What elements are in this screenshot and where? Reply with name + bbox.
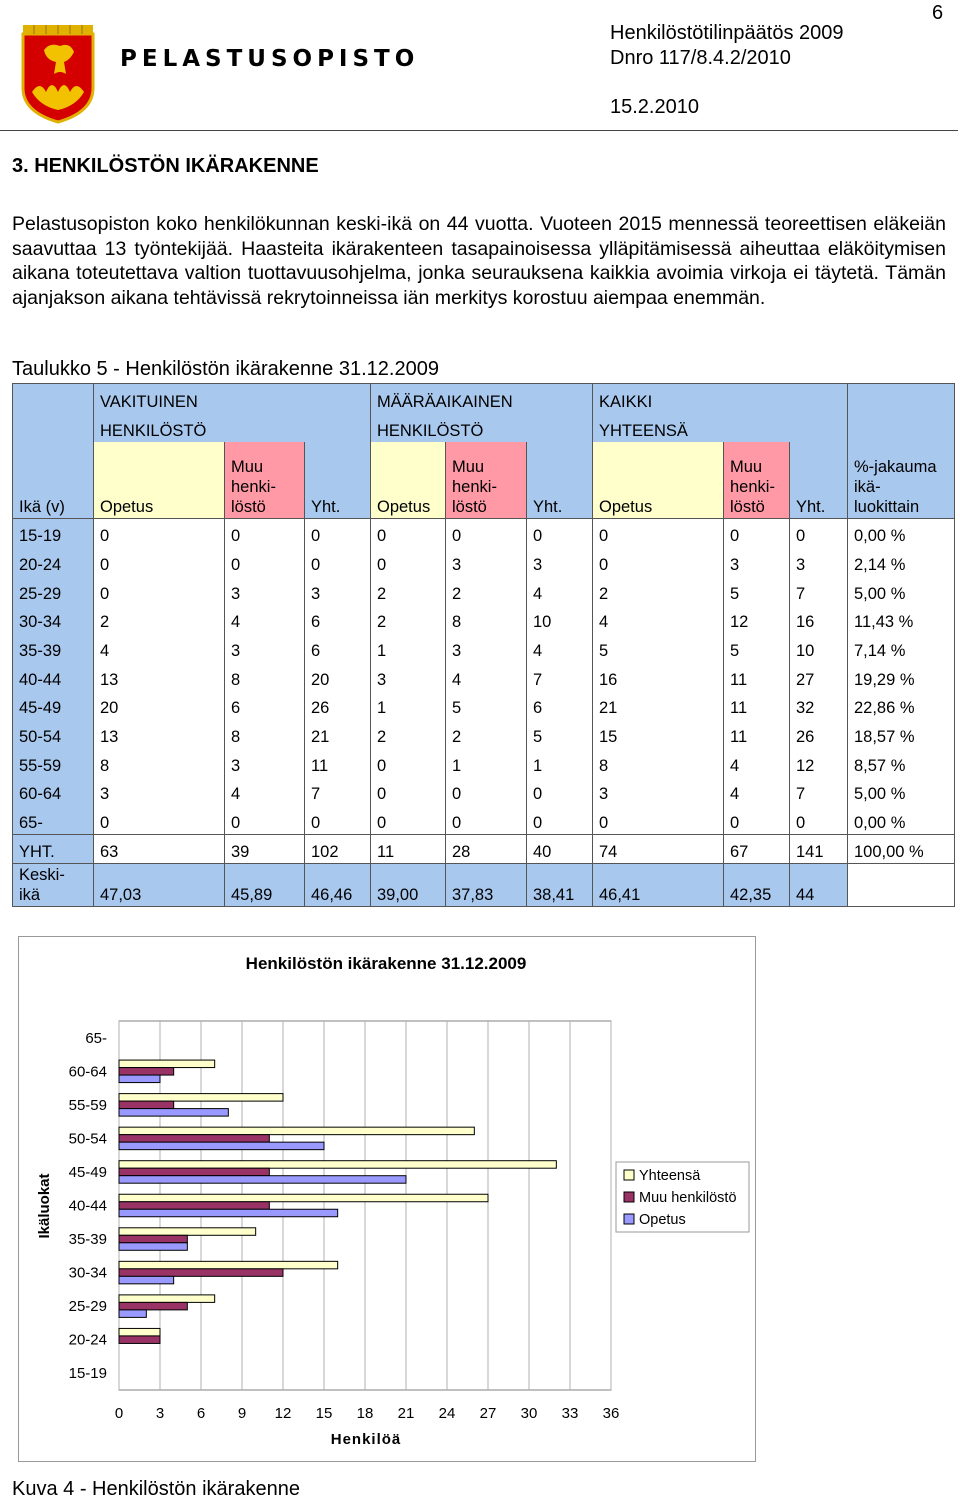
bar-muu-henkilöstö-25-29 xyxy=(119,1302,187,1310)
doc-title: Henkilöstötilinpäätös 2009 xyxy=(610,22,844,44)
bar-muu-henkilöstö-40-44 xyxy=(119,1202,269,1210)
cell-k-yht: 10 xyxy=(790,633,848,662)
cell-v-yht: 3 xyxy=(305,576,371,605)
total-v-op: 63 xyxy=(94,834,225,863)
cell-k-yht: 12 xyxy=(790,748,848,777)
cell-k-op: 5 xyxy=(593,633,724,662)
org-name: PELASTUSOPISTO xyxy=(120,46,420,72)
cell-pct: 0,00 % xyxy=(848,519,955,548)
cell-v-yht: 26 xyxy=(305,691,371,720)
cell-m-muu: 2 xyxy=(446,719,527,748)
cell-k-muu: 4 xyxy=(724,777,790,806)
cell-v-muu: 0 xyxy=(225,805,305,834)
bar-opetus-55-59 xyxy=(119,1109,228,1117)
bar-muu-henkilöstö-60-64 xyxy=(119,1068,174,1076)
cell-v-op: 13 xyxy=(94,719,225,748)
table-row xyxy=(13,748,955,777)
cell-k-muu: 0 xyxy=(724,519,790,548)
group-maaraaikainen-line2: HENKILÖSTÖ xyxy=(371,413,527,442)
col-header-age: Ikä (v) xyxy=(13,442,94,519)
table-row xyxy=(13,633,955,662)
y-tick-label: 30-34 xyxy=(68,1264,107,1282)
x-tick-label: 36 xyxy=(602,1405,620,1422)
cell-pct: 5,00 % xyxy=(848,777,955,806)
bar-opetus-45-49 xyxy=(119,1176,406,1184)
x-tick-label: 15 xyxy=(315,1405,333,1422)
legend-swatch xyxy=(624,1192,634,1202)
cell-m-muu: 8 xyxy=(446,605,527,634)
cell-v-muu: 0 xyxy=(225,519,305,548)
cell-v-op: 0 xyxy=(94,547,225,576)
cell-pct: 2,14 % xyxy=(848,547,955,576)
chart-title: Henkilöstön ikärakenne 31.12.2009 xyxy=(245,954,527,973)
table-row xyxy=(13,519,955,548)
cell-v-op: 4 xyxy=(94,633,225,662)
cell-v-muu: 6 xyxy=(225,691,305,720)
bar-muu-henkilöstö-20-24 xyxy=(119,1336,160,1344)
total-m-yht: 40 xyxy=(527,834,593,863)
cell-m-yht: 1 xyxy=(527,748,593,777)
bar-muu-henkilöstö-30-34 xyxy=(119,1269,283,1277)
cell-m-yht: 4 xyxy=(527,633,593,662)
cell-v-op: 13 xyxy=(94,662,225,691)
col-header-yht-k: Yht. xyxy=(790,442,848,519)
cell-v-op: 2 xyxy=(94,605,225,634)
bar-muu-henkilöstö-50-54 xyxy=(119,1135,269,1143)
cell-k-muu: 3 xyxy=(724,547,790,576)
cell-m-muu: 1 xyxy=(446,748,527,777)
cell-m-op: 1 xyxy=(371,691,446,720)
bar-yhteensä-40-44 xyxy=(119,1194,488,1202)
cell-k-op: 0 xyxy=(593,547,724,576)
y-tick-label: 55-59 xyxy=(68,1096,107,1114)
cell-k-muu: 4 xyxy=(724,748,790,777)
x-tick-label: 33 xyxy=(561,1405,579,1422)
cell-k-op: 21 xyxy=(593,691,724,720)
table-caption: Taulukko 5 - Henkilöstön ikärakenne 31.12.2009 xyxy=(12,358,439,380)
cell-v-muu: 8 xyxy=(225,719,305,748)
cell-v-yht: 20 xyxy=(305,662,371,691)
cell-k-yht: 32 xyxy=(790,691,848,720)
group-maaraaikainen-line1: MÄÄRÄAIKAINEN xyxy=(371,384,527,413)
cell-age: 15-19 xyxy=(13,519,94,548)
legend-label: Yhteensä xyxy=(639,1168,701,1184)
cell-m-muu: 0 xyxy=(446,777,527,806)
section-title: 3. HENKILÖSTÖN IKÄRAKENNE xyxy=(12,155,319,177)
cell-age: 20-24 xyxy=(13,547,94,576)
cell-v-muu: 3 xyxy=(225,633,305,662)
col-header-pct: %-jakauma ikä- luokittain xyxy=(848,442,955,519)
avg-v-op: 47,03 xyxy=(94,863,225,906)
bar-yhteensä-60-64 xyxy=(119,1060,215,1067)
cell-age: 35-39 xyxy=(13,633,94,662)
avg-m-muu: 37,83 xyxy=(446,863,527,906)
x-tick-label: 24 xyxy=(438,1405,456,1422)
total-label: YHT. xyxy=(13,834,94,863)
legend-label: Opetus xyxy=(639,1212,686,1228)
header-divider xyxy=(0,130,958,131)
cell-pct: 0,00 % xyxy=(848,805,955,834)
bar-opetus-60-64 xyxy=(119,1075,160,1083)
y-tick-label: 65- xyxy=(85,1029,107,1047)
cell-k-op: 3 xyxy=(593,777,724,806)
cell-m-muu: 3 xyxy=(446,633,527,662)
cell-m-op: 0 xyxy=(371,777,446,806)
avg-k-op: 46,41 xyxy=(593,863,724,906)
col-header-yht-m: Yht. xyxy=(527,442,593,519)
x-tick-label: 18 xyxy=(356,1405,374,1422)
cell-m-muu: 0 xyxy=(446,519,527,548)
cell-age: 50-54 xyxy=(13,719,94,748)
bar-muu-henkilöstö-35-39 xyxy=(119,1235,187,1243)
group-vakituinen-line1: VAKITUINEN xyxy=(94,384,305,413)
y-tick-label: 35-39 xyxy=(68,1231,107,1249)
cell-m-yht: 3 xyxy=(527,547,593,576)
cell-v-yht: 0 xyxy=(305,519,371,548)
cell-k-op: 0 xyxy=(593,519,724,548)
cell-age: 60-64 xyxy=(13,777,94,806)
cell-m-yht: 0 xyxy=(527,777,593,806)
legend-label: Muu henkilöstö xyxy=(639,1190,737,1206)
cell-k-yht: 0 xyxy=(790,805,848,834)
avg-k-muu: 42,35 xyxy=(724,863,790,906)
cell-age: 45-49 xyxy=(13,691,94,720)
bar-opetus-30-34 xyxy=(119,1276,174,1284)
cell-m-yht: 6 xyxy=(527,691,593,720)
cell-v-op: 0 xyxy=(94,576,225,605)
cell-m-yht: 0 xyxy=(527,805,593,834)
crest-logo-icon xyxy=(20,22,96,124)
y-tick-label: 15-19 xyxy=(68,1365,107,1383)
bar-muu-henkilöstö-45-49 xyxy=(119,1168,269,1176)
avg-m-yht: 38,41 xyxy=(527,863,593,906)
figure-caption: Kuva 4 - Henkilöstön ikärakenne xyxy=(12,1478,300,1500)
cell-v-yht: 0 xyxy=(305,805,371,834)
bar-opetus-40-44 xyxy=(119,1209,338,1217)
bar-yhteensä-50-54 xyxy=(119,1127,474,1135)
cell-m-yht: 0 xyxy=(527,519,593,548)
bar-yhteensä-20-24 xyxy=(119,1328,160,1336)
table-row xyxy=(13,777,955,806)
bar-opetus-25-29 xyxy=(119,1310,146,1318)
total-m-op: 11 xyxy=(371,834,446,863)
cell-m-muu: 2 xyxy=(446,576,527,605)
cell-m-op: 3 xyxy=(371,662,446,691)
cell-m-op: 2 xyxy=(371,719,446,748)
bar-yhteensä-45-49 xyxy=(119,1161,556,1169)
cell-v-yht: 6 xyxy=(305,633,371,662)
x-tick-label: 9 xyxy=(237,1405,247,1422)
cell-age: 25-29 xyxy=(13,576,94,605)
x-tick-label: 27 xyxy=(479,1405,497,1422)
cell-v-op: 3 xyxy=(94,777,225,806)
cell-m-op: 0 xyxy=(371,748,446,777)
x-tick-label: 21 xyxy=(397,1405,415,1422)
cell-k-yht: 7 xyxy=(790,777,848,806)
cell-k-yht: 16 xyxy=(790,605,848,634)
cell-k-muu: 11 xyxy=(724,662,790,691)
table-row xyxy=(13,605,955,634)
cell-pct: 22,86 % xyxy=(848,691,955,720)
doc-ref: Dnro 117/8.4.2/2010 xyxy=(610,47,791,69)
y-tick-label: 20-24 xyxy=(68,1331,107,1349)
cell-age: 30-34 xyxy=(13,605,94,634)
col-header-muu-k: Muu henki- löstö xyxy=(724,442,790,519)
cell-m-muu: 3 xyxy=(446,547,527,576)
y-tick-label: 45-49 xyxy=(68,1163,107,1181)
group-vakituinen-line2: HENKILÖSTÖ xyxy=(94,413,305,442)
total-v-muu: 39 xyxy=(225,834,305,863)
cell-v-yht: 21 xyxy=(305,719,371,748)
cell-age: 40-44 xyxy=(13,662,94,691)
cell-m-op: 1 xyxy=(371,633,446,662)
cell-v-op: 20 xyxy=(94,691,225,720)
cell-v-op: 0 xyxy=(94,805,225,834)
cell-k-op: 15 xyxy=(593,719,724,748)
x-tick-label: 30 xyxy=(520,1405,538,1422)
cell-k-yht: 3 xyxy=(790,547,848,576)
table-row xyxy=(13,547,955,576)
cell-m-op: 0 xyxy=(371,805,446,834)
cell-pct: 19,29 % xyxy=(848,662,955,691)
cell-k-muu: 12 xyxy=(724,605,790,634)
cell-age: 65- xyxy=(13,805,94,834)
avg-label: Keski- ikä xyxy=(13,863,94,906)
bar-opetus-35-39 xyxy=(119,1243,187,1251)
cell-m-muu: 5 xyxy=(446,691,527,720)
table-row xyxy=(13,662,955,691)
bar-yhteensä-55-59 xyxy=(119,1094,283,1102)
legend-swatch xyxy=(624,1170,634,1180)
bar-yhteensä-35-39 xyxy=(119,1228,256,1236)
age-structure-table xyxy=(12,383,955,907)
total-pct: 100,00 % xyxy=(848,834,955,863)
cell-k-muu: 5 xyxy=(724,633,790,662)
cell-k-yht: 27 xyxy=(790,662,848,691)
cell-pct: 7,14 % xyxy=(848,633,955,662)
cell-k-op: 16 xyxy=(593,662,724,691)
cell-k-yht: 26 xyxy=(790,719,848,748)
cell-pct: 5,00 % xyxy=(848,576,955,605)
doc-date: 15.2.2010 xyxy=(610,96,699,118)
cell-k-op: 2 xyxy=(593,576,724,605)
total-k-yht: 141 xyxy=(790,834,848,863)
total-m-muu: 28 xyxy=(446,834,527,863)
page-number: 6 xyxy=(932,2,944,24)
cell-v-muu: 8 xyxy=(225,662,305,691)
cell-pct: 18,57 % xyxy=(848,719,955,748)
cell-v-muu: 3 xyxy=(225,748,305,777)
avg-v-muu: 45,89 xyxy=(225,863,305,906)
cell-m-op: 0 xyxy=(371,547,446,576)
col-header-opetus-m: Opetus xyxy=(371,442,446,519)
y-tick-label: 50-54 xyxy=(68,1130,107,1148)
bar-yhteensä-30-34 xyxy=(119,1261,338,1269)
y-tick-label: 25-29 xyxy=(68,1298,107,1316)
cell-v-yht: 0 xyxy=(305,547,371,576)
cell-m-yht: 4 xyxy=(527,576,593,605)
group-kaikki-line1: KAIKKI xyxy=(593,384,790,413)
col-header-opetus-v: Opetus xyxy=(94,442,225,519)
group-kaikki-line2: YHTEENSÄ xyxy=(593,413,790,442)
cell-v-yht: 7 xyxy=(305,777,371,806)
cell-k-muu: 11 xyxy=(724,691,790,720)
table-row xyxy=(13,719,955,748)
cell-v-op: 8 xyxy=(94,748,225,777)
cell-v-yht: 11 xyxy=(305,748,371,777)
cell-k-muu: 5 xyxy=(724,576,790,605)
col-header-opetus-k: Opetus xyxy=(593,442,724,519)
cell-m-yht: 5 xyxy=(527,719,593,748)
cell-m-op: 0 xyxy=(371,519,446,548)
cell-pct: 11,43 % xyxy=(848,605,955,634)
cell-v-yht: 6 xyxy=(305,605,371,634)
bar-yhteensä-25-29 xyxy=(119,1295,215,1303)
cell-m-yht: 10 xyxy=(527,605,593,634)
cell-m-op: 2 xyxy=(371,605,446,634)
table-row xyxy=(13,576,955,605)
bar-opetus-50-54 xyxy=(119,1142,324,1150)
cell-m-muu: 0 xyxy=(446,805,527,834)
avg-m-op: 39,00 xyxy=(371,863,446,906)
cell-v-muu: 4 xyxy=(225,777,305,806)
total-k-op: 74 xyxy=(593,834,724,863)
x-tick-label: 3 xyxy=(155,1405,165,1422)
cell-v-muu: 4 xyxy=(225,605,305,634)
cell-k-muu: 11 xyxy=(724,719,790,748)
table-row xyxy=(13,691,955,720)
x-axis-label: Henkilöä xyxy=(330,1431,402,1448)
total-v-yht: 102 xyxy=(305,834,371,863)
y-tick-label: 40-44 xyxy=(68,1197,107,1215)
x-tick-label: 6 xyxy=(196,1405,206,1422)
x-tick-label: 0 xyxy=(114,1405,124,1422)
cell-pct: 8,57 % xyxy=(848,748,955,777)
cell-k-op: 0 xyxy=(593,805,724,834)
col-header-yht-v: Yht. xyxy=(305,442,371,519)
col-header-muu-m: Muu henki- löstö xyxy=(446,442,527,519)
cell-m-yht: 7 xyxy=(527,662,593,691)
cell-k-op: 8 xyxy=(593,748,724,777)
cell-m-op: 2 xyxy=(371,576,446,605)
table-row xyxy=(13,805,955,834)
cell-v-op: 0 xyxy=(94,519,225,548)
y-tick-label: 60-64 xyxy=(68,1063,107,1081)
intro-paragraph: Pelastusopiston koko henkilökunnan keski-ikä on 44 vuotta. Vuoteen 2015 mennessä teoreettisen eläkeiän saavuttaa 13 työntekijää. Haasteita ikärakenteen tasapainoisessa ylläpitämisessä aiheuttaa eläköitymisen aikana toteutettava valtion tuottavuusohjelma, jonka seurauksena kaikkia avoimia virkoja ei täytetä. Tämän ajanjakson aikana tehtävissä rekrytoinneissa iän merkitys korostuu aiempaa enemmän. xyxy=(12,213,946,309)
cell-v-muu: 3 xyxy=(225,576,305,605)
cell-m-muu: 4 xyxy=(446,662,527,691)
col-header-muu-v: Muu henki- löstö xyxy=(225,442,305,519)
total-k-muu: 67 xyxy=(724,834,790,863)
avg-v-yht: 46,46 xyxy=(305,863,371,906)
cell-k-op: 4 xyxy=(593,605,724,634)
age-structure-chart xyxy=(18,936,754,1460)
cell-age: 55-59 xyxy=(13,748,94,777)
cell-k-yht: 7 xyxy=(790,576,848,605)
cell-v-muu: 0 xyxy=(225,547,305,576)
legend-swatch xyxy=(624,1214,634,1224)
x-tick-label: 12 xyxy=(274,1405,292,1422)
y-axis-label: Ikäluokat xyxy=(36,1173,53,1239)
cell-k-yht: 0 xyxy=(790,519,848,548)
avg-k-yht: 44 xyxy=(790,863,848,906)
bar-muu-henkilöstö-55-59 xyxy=(119,1101,174,1109)
cell-k-muu: 0 xyxy=(724,805,790,834)
